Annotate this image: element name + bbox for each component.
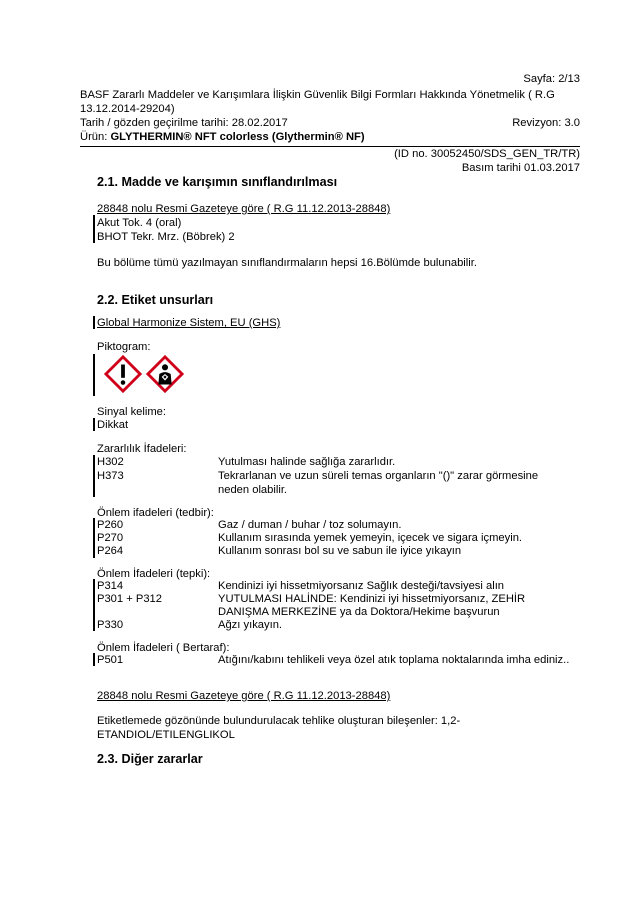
- hazardous-components-line-1: Etiketlemede gözönünde bulundurulacak tehlike oluşturan bileşenler: 1,2-: [97, 715, 461, 727]
- response-code: P301 + P312: [97, 593, 163, 605]
- precaution-text: Gaz / duman / buhar / toz solumayın.: [218, 519, 402, 531]
- page-number: Sayfa: 2/13: [523, 73, 580, 85]
- signal-word: Dikkat: [97, 419, 129, 431]
- signal-word-label: Sinyal kelime:: [97, 406, 167, 418]
- classification-acute-tox: Akut Tok. 4 (oral): [97, 217, 182, 229]
- revision-number: Revizyon: 3.0: [512, 117, 580, 129]
- change-bar: [93, 518, 95, 558]
- hazard-statements-label: Zararlılık İfadeleri:: [97, 443, 187, 455]
- section-2-1-title: 2.1. Madde ve karışımın sınıflandırılması: [97, 175, 338, 189]
- product-label: Ürün:: [80, 131, 111, 143]
- precaution-text: Kullanım sırasında yemek yemeyin, içecek ve sigara içmeyin.: [218, 532, 523, 544]
- change-bar: [93, 579, 95, 631]
- response-text: Kendinizi iyi hissetmiyorsanız Sağlık desteği/tavsiyesi alın: [218, 580, 505, 592]
- response-text: YUTULMASI HALİNDE: Kendinizi iyi hissetmiyorsanız, ZEHİR: [218, 593, 526, 605]
- pictogram-label: Piktogram:: [97, 341, 151, 353]
- hazard-code: H373: [97, 470, 124, 482]
- hazard-code: H302: [97, 456, 124, 468]
- change-bar: [93, 418, 95, 431]
- section-2-2-regulation: 28848 nolu Resmi Gazeteye göre ( R.G 11.12.2013-28848): [97, 690, 391, 702]
- hazardous-components-line-2: ETANDIOL/ETILENGLIKOL: [97, 729, 235, 741]
- response-code: P330: [97, 619, 124, 631]
- section-2-3-title: 2.3. Diğer zararlar: [97, 752, 203, 766]
- classification-note: Bu bölüme tümü yazılmayan sınıflandırmaların hepsi 16.Bölümde bulunabilir.: [97, 257, 477, 269]
- exclamation-mark-icon: [104, 355, 142, 393]
- change-bar: [93, 354, 95, 396]
- hazard-text: Yutulması halinde sağlığa zararlıdır.: [218, 456, 396, 468]
- id-number: (ID no. 30052450/SDS_GEN_TR/TR): [394, 148, 580, 160]
- classification-stot-re: BHOT Tekr. Mrz. (Böbrek) 2: [97, 231, 235, 243]
- response-label: Önlem İfadeleri (tepki):: [97, 568, 211, 580]
- header-divider: [80, 146, 580, 147]
- health-hazard-icon: [146, 355, 184, 393]
- disposal-label: Önlem İfadeleri ( Bertaraf):: [97, 642, 230, 654]
- prevention-label: Önlem ifadeleri (tedbir):: [97, 507, 214, 519]
- pictogram-row: [104, 355, 188, 395]
- precaution-code: P264: [97, 545, 124, 557]
- hazard-text-continued: neden olabilir.: [218, 484, 288, 496]
- revision-date: Tarih / gözden geçirilme tarihi: 28.02.2017: [80, 117, 288, 129]
- product-name: GLYTHERMIN® NFT colorless (Glythermin® NF): [110, 131, 365, 143]
- print-date: Basım tarihi 01.03.2017: [461, 162, 580, 174]
- section-2-1-regulation: 28848 nolu Resmi Gazeteye göre ( R.G 11.12.2013-28848): [97, 203, 391, 215]
- response-text-continued: DANIŞMA MERKEZİNE ya da Doktora/Hekime başvurun: [218, 606, 500, 618]
- precaution-text: Kullanım sonrası bol su ve sabun ile iyice yıkayın: [218, 545, 462, 557]
- regulation-line-2: 13.12.2014-29204): [80, 103, 175, 115]
- change-bar: [93, 653, 95, 666]
- hazard-text: Tekrarlanan ve uzun süreli temas organların "()" zarar görmesine: [218, 470, 539, 482]
- precaution-code: P260: [97, 519, 124, 531]
- change-bar: [93, 316, 95, 329]
- ghs-label: Global Harmonize Sistem, EU (GHS): [97, 317, 281, 329]
- regulation-line-1: BASF Zararlı Maddeler ve Karışımlara İlişkin Güvenlik Bilgi Formları Hakkında Yönetmelik ( R.G: [80, 89, 555, 101]
- change-bar: [93, 455, 95, 497]
- response-text: Ağzı yıkayın.: [218, 619, 283, 631]
- precaution-code: P270: [97, 532, 124, 544]
- disposal-text: Atığını/kabını tehlikeli veya özel atık toplama noktalarında imha ediniz..: [218, 654, 570, 666]
- product-line: [80, 131, 365, 143]
- section-2-2-title: 2.2. Etiket unsurları: [97, 293, 214, 307]
- disposal-code: P501: [97, 654, 124, 666]
- change-bar: [93, 215, 95, 243]
- response-code: P314: [97, 580, 124, 592]
